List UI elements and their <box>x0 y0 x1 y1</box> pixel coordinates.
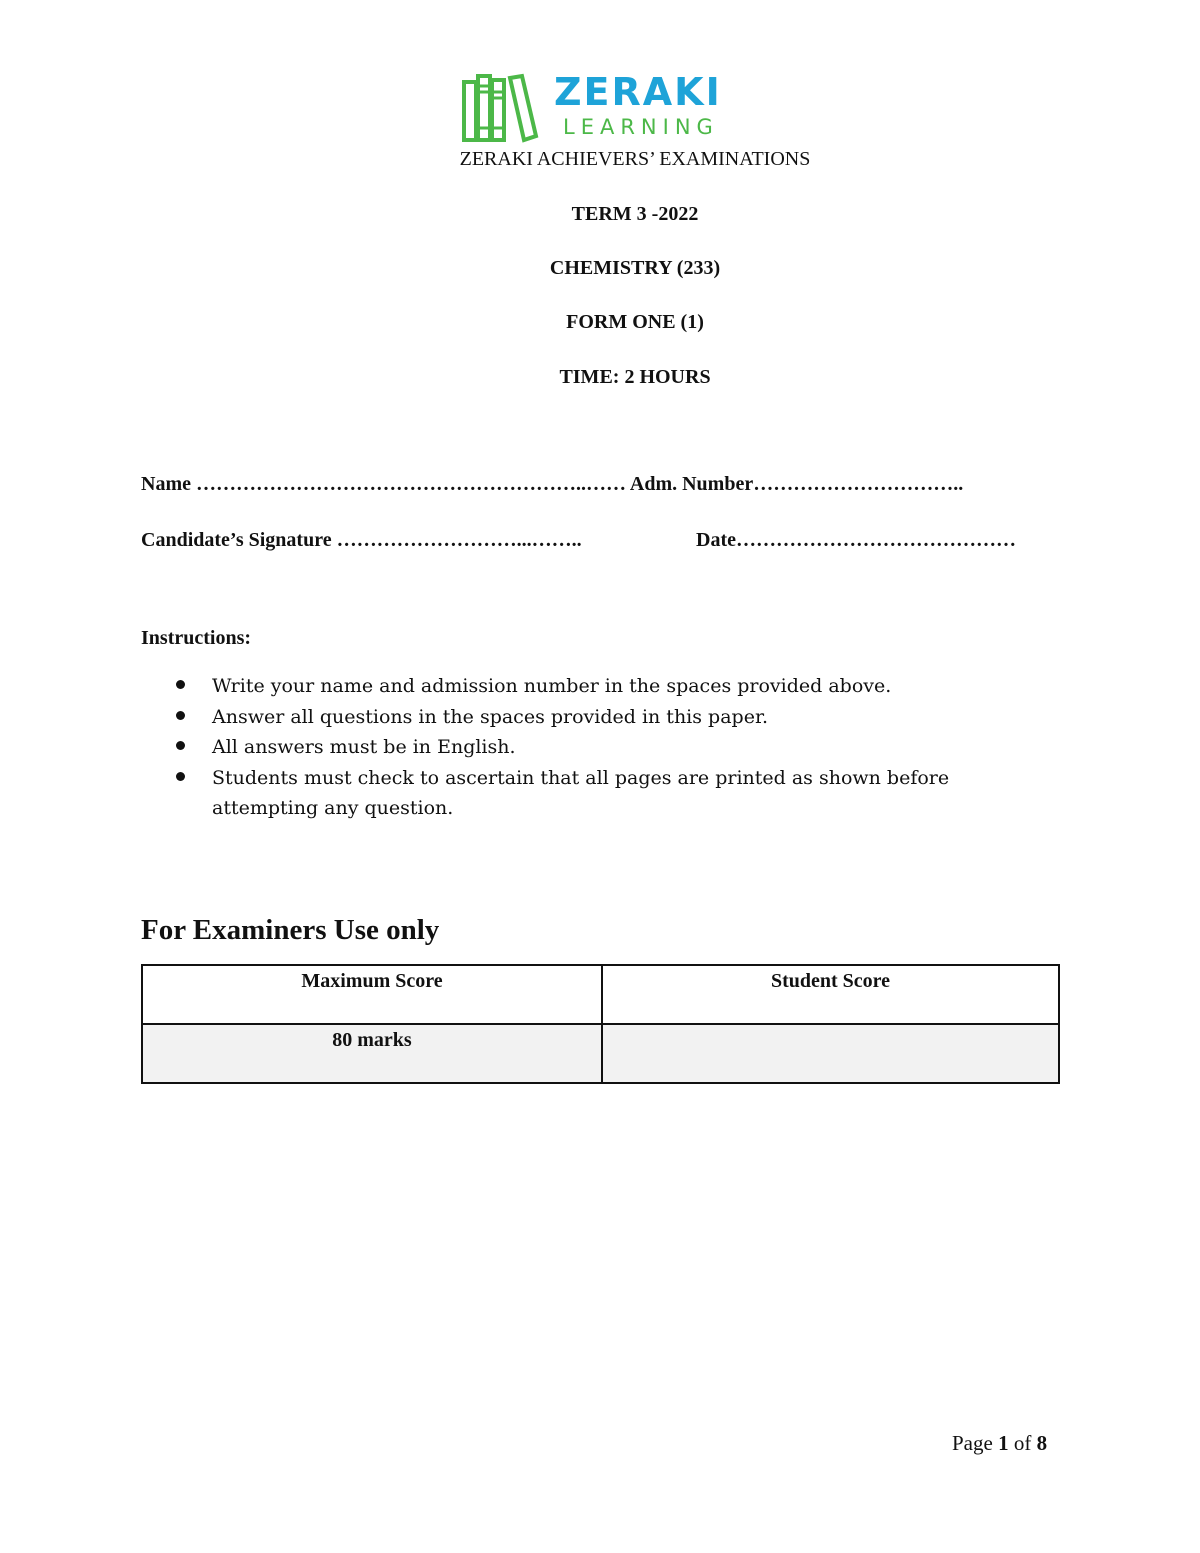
bullet-icon <box>176 741 185 750</box>
max-score-value: 80 marks <box>142 1024 602 1083</box>
examiners-title: For Examiners Use only <box>141 914 440 946</box>
books-icon <box>460 72 546 144</box>
name-adm-field: Name …………………………………………………..…… Adm. Number………………………….. <box>141 473 964 495</box>
page-prefix: Page <box>952 1431 999 1455</box>
page-number <box>952 1430 1047 1456</box>
bullet-icon <box>176 711 185 720</box>
zeraki-logo <box>460 70 750 145</box>
exam-series-title: ZERAKI ACHIEVERS’ EXAMINATIONS <box>459 148 811 170</box>
date-field: Date…………………………………… <box>696 529 1016 551</box>
subject-label: CHEMISTRY (233) <box>549 257 721 279</box>
student-score-value <box>602 1024 1059 1083</box>
instructions-list <box>141 671 1041 824</box>
table-header-row <box>142 965 1059 1024</box>
list-item: All answers must be in English. <box>141 732 1041 763</box>
term-label: TERM 3 -2022 <box>571 203 699 225</box>
score-table <box>141 964 1060 1084</box>
logo-tagline-text: LEARNING <box>563 115 719 139</box>
total-pages: 8 <box>1036 1431 1048 1455</box>
signature-field: Candidate’s Signature ………………………...…….. <box>141 529 582 551</box>
student-score-header: Student Score <box>602 965 1059 1024</box>
table-row <box>142 1024 1059 1083</box>
instructions-title: Instructions: <box>141 627 252 649</box>
bullet-icon <box>176 680 185 689</box>
page-of: of <box>1008 1431 1037 1455</box>
list-item: Students must check to ascertain that all pages are printed as shown before attempting any question. <box>141 763 1041 824</box>
bullet-icon <box>176 772 185 781</box>
max-score-header: Maximum Score <box>142 965 602 1024</box>
time-label: TIME: 2 HOURS <box>559 366 711 388</box>
list-item: Write your name and admission number in the spaces provided above. <box>141 671 1041 702</box>
list-item: Answer all questions in the spaces provided in this paper. <box>141 702 1041 733</box>
form-label: FORM ONE (1) <box>566 311 704 333</box>
logo-brand-text: ZERAKI <box>554 70 722 114</box>
current-page: 1 <box>998 1431 1009 1455</box>
